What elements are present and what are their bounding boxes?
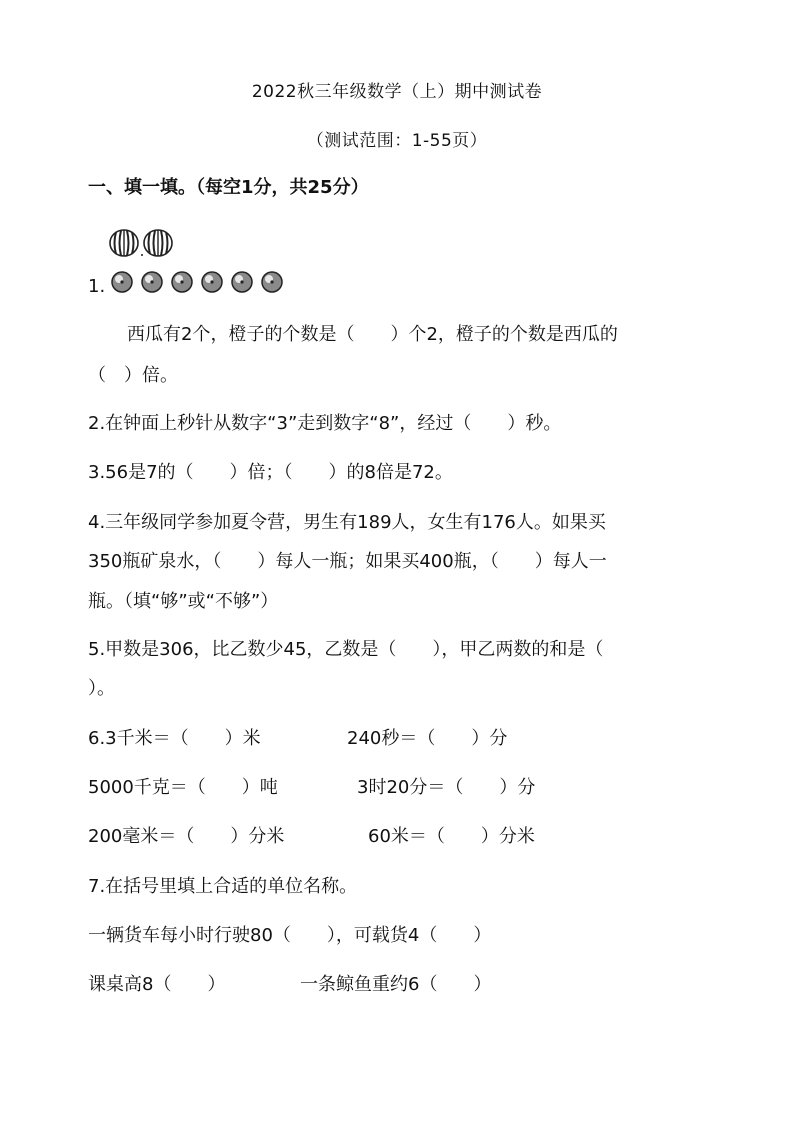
question-1-line-1: 西瓜有2个，橙子的个数是（ ）个2，橙子的个数是西瓜的 [127,324,618,345]
question-4-line-2: 350瓶矿泉水，（ ）每人一瓶；如果买400瓶，（ ）每人一 [88,551,607,572]
section-heading: 一、填一填。（每空1分，共25分） [88,177,369,198]
question-1-number: 1. [88,276,106,297]
page-subtitle: （测试范围：1-55页） [306,131,488,151]
page-title: 2022秋三年级数学（上）期中测试卷 [251,82,543,102]
question-6-item: 60米＝（ ）分米 [368,826,535,847]
question-6-item: 6.3千米＝（ ）米 [88,728,261,749]
question-7-item: 课桌高8（ ） [88,974,226,995]
orange-group [108,270,288,294]
orange-icon [228,270,258,294]
orange-icon [168,270,198,294]
watermelon-icon [140,228,174,258]
question-4-line-3: 瓶。（填“够”或“不够”） [88,591,279,612]
question-1-line-2: （ ）倍。 [88,365,178,386]
question-3: 3.56是7的（ ）倍；（ ）的8倍是72。 [88,462,453,483]
question-6-item: 200毫米＝（ ）分米 [88,826,285,847]
question-6-item: 240秒＝（ ）分 [347,728,508,749]
watermelon-group [108,228,174,258]
orange-icon [138,270,168,294]
orange-icon [198,270,228,294]
question-7-item: 一条鲸鱼重约6（ ） [300,974,492,995]
question-7-prompt: 7.在括号里填上合适的单位名称。 [88,876,358,897]
question-5-line-2: ）。 [88,678,115,699]
question-5-line-1: 5.甲数是306，比乙数少45，乙数是（ ），甲乙两数的和是（ [88,639,604,660]
question-6-item: 5000千克＝（ ）吨 [88,777,278,798]
orange-icon [258,270,288,294]
question-4-line-1: 4.三年级同学参加夏令营，男生有189人，女生有176人。如果买 [88,512,606,533]
orange-icon [108,270,138,294]
question-2: 2.在钟面上秒针从数字“3”走到数字“8”，经过（ ）秒。 [88,413,562,434]
question-6-item: 3时20分＝（ ）分 [357,777,536,798]
question-7-line-1: 一辆货车每小时行驶80（ ），可载货4（ ） [88,925,492,946]
watermelon-icon [108,228,140,258]
